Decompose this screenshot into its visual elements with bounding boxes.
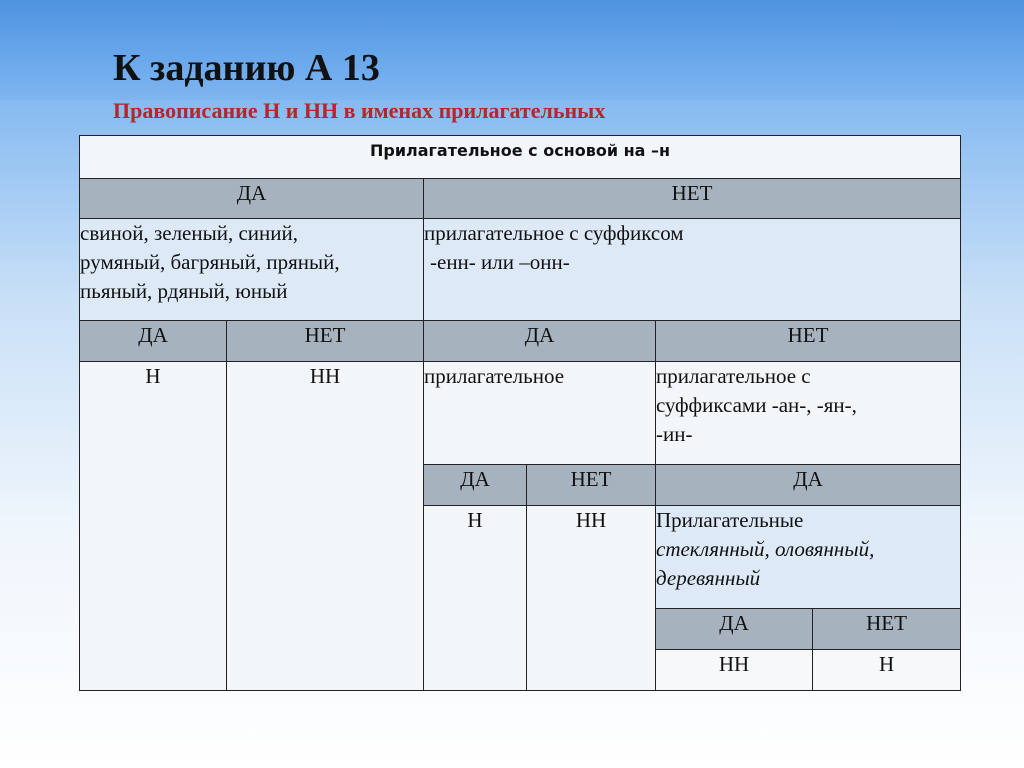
double-n-result: НН <box>656 650 813 691</box>
yes-cell: ДА <box>80 179 424 219</box>
yes-cell: ДА <box>424 465 527 506</box>
single-n-result: Н <box>80 362 227 691</box>
table-row <box>80 321 961 362</box>
exceptions-list-cell <box>80 219 424 321</box>
question-line: суффиксами -ан-, -ян-, <box>656 393 857 417</box>
table-row <box>80 136 961 179</box>
exceptions-line: свиной, зеленый, синий, <box>80 221 298 245</box>
yes-cell: ДА <box>656 609 813 650</box>
special-words: деревянный <box>656 566 761 590</box>
question-line: -енн- или –онн- <box>430 250 570 274</box>
slide-subtitle: Правописание Н и НН в именах прилагательных <box>113 98 606 123</box>
no-cell: НЕТ <box>227 321 424 362</box>
special-adjectives-cell <box>656 506 961 609</box>
table-row <box>80 362 961 465</box>
no-cell: НЕТ <box>656 321 961 362</box>
yes-cell: ДА <box>424 321 656 362</box>
table-row <box>80 219 961 321</box>
exceptions-line: румяный, багряный, пряный, <box>80 250 340 274</box>
question-line: прилагательное с суффиксом <box>424 221 684 245</box>
question-line: прилагательное с <box>656 364 811 388</box>
suffix-an-yan-in-question-cell <box>656 362 961 465</box>
table-row <box>80 179 961 219</box>
slide-title: К заданию А 13 <box>113 47 380 89</box>
spelling-rules-table <box>79 135 961 691</box>
double-n-result: НН <box>227 362 424 691</box>
no-cell: НЕТ <box>527 465 656 506</box>
double-n-result: НН <box>527 506 656 691</box>
exceptions-line: пьяный, рдяный, юный <box>80 279 288 303</box>
no-cell: НЕТ <box>813 609 961 650</box>
adjective-cell: прилагательное <box>424 362 656 465</box>
suffix-enn-onn-question-cell <box>424 219 961 321</box>
question-line: -ин- <box>656 422 693 446</box>
yes-cell: ДА <box>656 465 961 506</box>
special-words: стеклянный, оловянный, <box>656 537 875 561</box>
special-label: Прилагательные <box>656 508 804 532</box>
table-header: Прилагательное с основой на –н <box>80 136 961 179</box>
single-n-result: Н <box>813 650 961 691</box>
yes-cell: ДА <box>80 321 227 362</box>
no-cell: НЕТ <box>424 179 961 219</box>
single-n-result: Н <box>424 506 527 691</box>
